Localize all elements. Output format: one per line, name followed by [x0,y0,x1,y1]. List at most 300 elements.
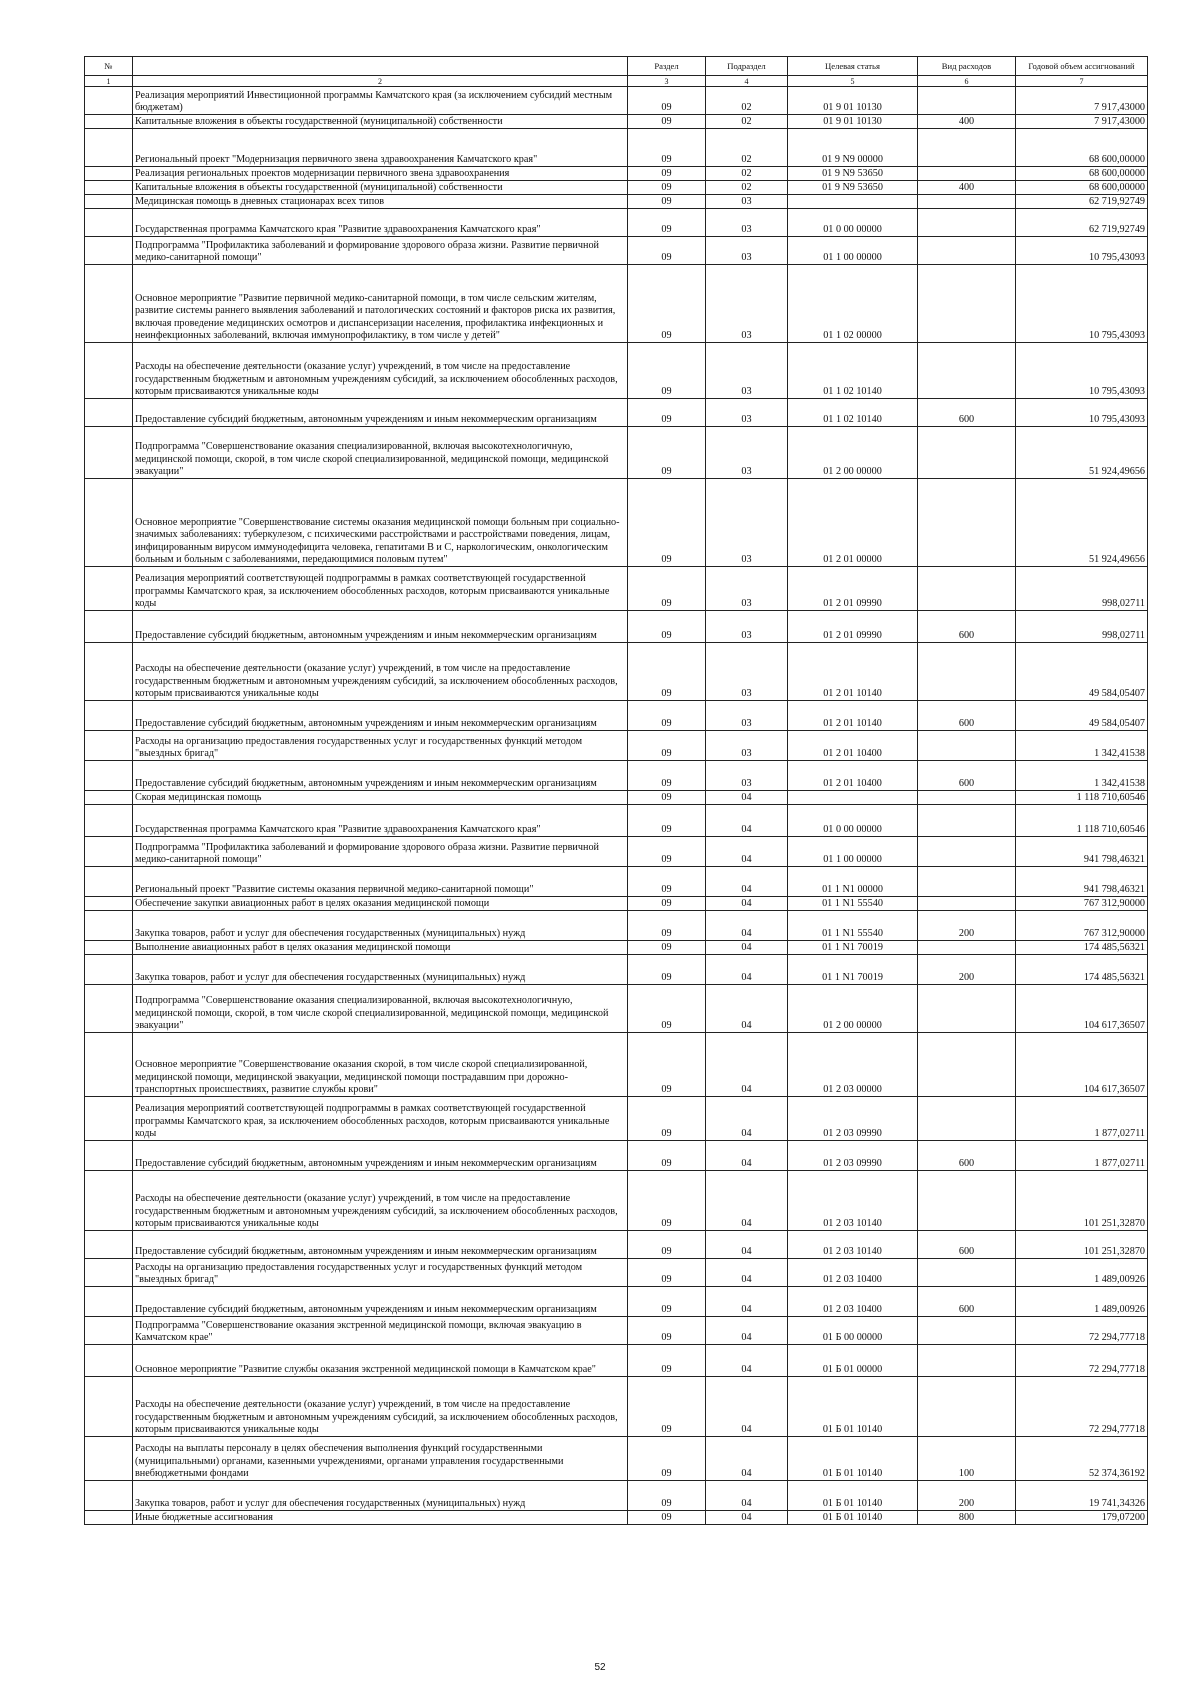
row-target-article: 01 2 01 10400 [788,731,918,761]
row-description: Предоставление субсидий бюджетным, автономным учреждениям и иным некоммерческим организациям [133,399,628,427]
row-target-article: 01 2 01 10400 [788,761,918,791]
row-expense-type [918,479,1016,567]
row-number-cell [85,1437,133,1481]
row-description: Подпрограмма "Совершенствование оказания экстренной медицинской помощи, включая эвакуацию в Камчатском крае" [133,1317,628,1345]
row-razdel: 09 [628,867,706,897]
row-razdel: 09 [628,805,706,837]
row-razdel: 09 [628,115,706,129]
row-number-cell [85,209,133,237]
row-number-cell [85,701,133,731]
row-podrazdel: 04 [706,941,788,955]
row-expense-type [918,427,1016,479]
row-target-article: 01 2 01 10140 [788,643,918,701]
row-number-cell [85,941,133,955]
row-number-cell [85,897,133,911]
header-annual-amount: Годовой объем ассигнований [1016,57,1148,76]
header-expense-type: Вид расходов [918,57,1016,76]
row-podrazdel: 04 [706,1097,788,1141]
row-podrazdel: 03 [706,567,788,611]
row-razdel: 09 [628,791,706,805]
row-amount: 174 485,56321 [1016,955,1148,985]
row-expense-type [918,265,1016,343]
row-podrazdel: 04 [706,955,788,985]
row-description: Расходы на организацию предоставления государственных услуг и государственных функций методом "выездных бригад" [133,731,628,761]
row-podrazdel: 04 [706,867,788,897]
row-description: Капитальные вложения в объекты государственной (муниципальной) собственности [133,181,628,195]
column-number-5: 5 [788,76,918,87]
row-amount: 1 877,02711 [1016,1097,1148,1141]
header-number: № [85,57,133,76]
row-number-cell [85,1287,133,1317]
row-target-article: 01 1 00 00000 [788,837,918,867]
row-amount: 49 584,05407 [1016,643,1148,701]
row-description: Предоставление субсидий бюджетным, автономным учреждениям и иным некоммерческим организациям [133,1287,628,1317]
row-amount: 1 489,00926 [1016,1259,1148,1287]
row-razdel: 09 [628,1437,706,1481]
row-description: Предоставление субсидий бюджетным, автономным учреждениям и иным некоммерческим организациям [133,701,628,731]
row-target-article: 01 9 N9 53650 [788,167,918,181]
row-number-cell [85,399,133,427]
table-row [85,567,1148,611]
row-podrazdel: 04 [706,1345,788,1377]
row-number-cell [85,1259,133,1287]
row-podrazdel: 04 [706,837,788,867]
row-razdel: 09 [628,761,706,791]
table-body [85,87,1148,1525]
row-expense-type: 200 [918,955,1016,985]
row-amount: 1 342,41538 [1016,731,1148,761]
row-amount: 19 741,34326 [1016,1481,1148,1511]
row-target-article: 01 2 01 00000 [788,479,918,567]
row-razdel: 09 [628,427,706,479]
row-amount: 62 719,92749 [1016,209,1148,237]
row-target-article: 01 1 N1 55540 [788,911,918,941]
row-amount: 51 924,49656 [1016,427,1148,479]
row-expense-type [918,129,1016,167]
row-description: Подпрограмма "Совершенствование оказания специализированной, включая высокотехнологичную, медицинской помощи, скорой, в том числе скорой специализированной, медицинской помощи, медицинской эвакуации" [133,427,628,479]
row-description: Региональный проект "Модернизация первичного звена здравоохранения Камчатского края" [133,129,628,167]
row-expense-type [918,1345,1016,1377]
table-row [85,805,1148,837]
row-amount: 101 251,32870 [1016,1171,1148,1231]
row-podrazdel: 03 [706,643,788,701]
table-row [85,265,1148,343]
row-amount: 10 795,43093 [1016,399,1148,427]
table-row [85,427,1148,479]
row-podrazdel: 03 [706,209,788,237]
row-amount: 179,07200 [1016,1511,1148,1525]
row-target-article: 01 2 03 10140 [788,1231,918,1259]
row-expense-type [918,343,1016,399]
row-description: Подпрограмма "Профилактика заболеваний и формирование здорового образа жизни. Развитие первичной медико-санитарной помощи" [133,837,628,867]
row-amount: 68 600,00000 [1016,129,1148,167]
table-row [85,1033,1148,1097]
row-razdel: 09 [628,701,706,731]
table-row [85,731,1148,761]
row-target-article: 01 Б 01 10140 [788,1377,918,1437]
row-target-article: 01 2 00 00000 [788,427,918,479]
row-description: Медицинская помощь в дневных стационарах всех типов [133,195,628,209]
row-expense-type: 600 [918,1141,1016,1171]
row-target-article: 01 1 N1 00000 [788,867,918,897]
table-row [85,87,1148,115]
row-razdel: 09 [628,731,706,761]
row-number-cell [85,731,133,761]
row-expense-type: 200 [918,911,1016,941]
row-podrazdel: 04 [706,897,788,911]
row-expense-type [918,237,1016,265]
table-row [85,1141,1148,1171]
row-expense-type: 400 [918,181,1016,195]
row-amount: 1 342,41538 [1016,761,1148,791]
table-row [85,167,1148,181]
row-razdel: 09 [628,1287,706,1317]
row-podrazdel: 04 [706,1317,788,1345]
row-razdel: 09 [628,1141,706,1171]
row-target-article: 01 9 N9 00000 [788,129,918,167]
row-expense-type [918,985,1016,1033]
row-amount: 72 294,77718 [1016,1345,1148,1377]
row-expense-type: 600 [918,761,1016,791]
row-number-cell [85,805,133,837]
row-number-cell [85,195,133,209]
table-row [85,343,1148,399]
table-row [85,399,1148,427]
table-row [85,1345,1148,1377]
row-target-article: 01 2 00 00000 [788,985,918,1033]
row-expense-type: 600 [918,1231,1016,1259]
row-razdel: 09 [628,1511,706,1525]
row-podrazdel: 04 [706,1171,788,1231]
row-target-article: 01 Б 00 00000 [788,1317,918,1345]
table-row [85,897,1148,911]
row-target-article: 01 1 02 10140 [788,399,918,427]
row-expense-type [918,941,1016,955]
row-razdel: 09 [628,479,706,567]
row-razdel: 09 [628,209,706,237]
row-amount: 998,02711 [1016,611,1148,643]
row-target-article: 01 2 03 10400 [788,1259,918,1287]
row-expense-type [918,643,1016,701]
column-number-4: 4 [706,76,788,87]
column-number-3: 3 [628,76,706,87]
row-number-cell [85,1141,133,1171]
row-razdel: 09 [628,195,706,209]
row-description: Основное мероприятие "Развитие службы оказания экстренной медицинской помощи в Камчатском крае" [133,1345,628,1377]
row-podrazdel: 04 [706,1437,788,1481]
row-razdel: 09 [628,1377,706,1437]
header-number-row [85,76,1148,87]
row-expense-type [918,1033,1016,1097]
row-amount: 941 798,46321 [1016,867,1148,897]
row-amount: 68 600,00000 [1016,167,1148,181]
row-description: Предоставление субсидий бюджетным, автономным учреждениям и иным некоммерческим организациям [133,1141,628,1171]
row-description: Реализация региональных проектов модернизации первичного звена здравоохранения [133,167,628,181]
row-number-cell [85,911,133,941]
row-description: Расходы на выплаты персоналу в целях обеспечения выполнения функций государственными (муниципальными) органами, казенными учреждениями, органами управления государственными внебюджетными фондами [133,1437,628,1481]
row-expense-type [918,1317,1016,1345]
row-razdel: 09 [628,911,706,941]
row-target-article: 01 2 03 10400 [788,1287,918,1317]
row-amount: 1 489,00926 [1016,1287,1148,1317]
row-target-article: 01 2 01 10140 [788,701,918,731]
row-description: Скорая медицинская помощь [133,791,628,805]
row-target-article: 01 Б 01 10140 [788,1481,918,1511]
row-amount: 62 719,92749 [1016,195,1148,209]
row-target-article: 01 2 03 09990 [788,1097,918,1141]
row-razdel: 09 [628,611,706,643]
row-amount: 7 917,43000 [1016,87,1148,115]
row-amount: 1 118 710,60546 [1016,791,1148,805]
row-podrazdel: 03 [706,427,788,479]
row-razdel: 09 [628,237,706,265]
row-razdel: 09 [628,1097,706,1141]
table-row [85,867,1148,897]
row-amount: 941 798,46321 [1016,837,1148,867]
column-number-1: 1 [85,76,133,87]
row-description: Государственная программа Камчатского края "Развитие здравоохранения Камчатского края" [133,805,628,837]
row-razdel: 09 [628,1231,706,1259]
row-expense-type [918,1377,1016,1437]
row-podrazdel: 03 [706,237,788,265]
row-podrazdel: 03 [706,195,788,209]
row-amount: 72 294,77718 [1016,1317,1148,1345]
table-row [85,1097,1148,1141]
row-amount: 10 795,43093 [1016,237,1148,265]
row-number-cell [85,611,133,643]
row-expense-type [918,867,1016,897]
row-expense-type: 400 [918,115,1016,129]
row-podrazdel: 03 [706,399,788,427]
row-number-cell [85,1511,133,1525]
table-row [85,1171,1148,1231]
header-row [85,57,1148,76]
row-razdel: 09 [628,1345,706,1377]
row-target-article: 01 1 N1 70019 [788,941,918,955]
row-number-cell [85,1097,133,1141]
row-amount: 68 600,00000 [1016,181,1148,195]
row-podrazdel: 04 [706,791,788,805]
table-row [85,1511,1148,1525]
row-expense-type [918,195,1016,209]
row-razdel: 09 [628,167,706,181]
row-target-article: 01 9 01 10130 [788,87,918,115]
row-amount: 72 294,77718 [1016,1377,1148,1437]
row-amount: 174 485,56321 [1016,941,1148,955]
header-target-article: Целевая статья [788,57,918,76]
row-description: Подпрограмма "Профилактика заболеваний и формирование здорового образа жизни. Развитие первичной медико-санитарной помощи" [133,237,628,265]
row-razdel: 09 [628,1259,706,1287]
row-description: Расходы на организацию предоставления государственных услуг и государственных функций методом "выездных бригад" [133,1259,628,1287]
row-target-article: 01 1 02 10140 [788,343,918,399]
table-row [85,181,1148,195]
row-description: Основное мероприятие "Совершенствование оказания скорой, в том числе скорой специализированной, медицинской помощи, медицинской эвакуации, медицинской помощи пострадавшим при дорожно-транспортных происшествиях, развитие службы крови" [133,1033,628,1097]
row-number-cell [85,985,133,1033]
table-row [85,1231,1148,1259]
row-number-cell [85,867,133,897]
row-amount: 51 924,49656 [1016,479,1148,567]
row-expense-type: 200 [918,1481,1016,1511]
column-number-7: 7 [1016,76,1148,87]
table-row [85,701,1148,731]
row-target-article: 01 2 03 10140 [788,1171,918,1231]
row-razdel: 09 [628,181,706,195]
row-podrazdel: 04 [706,1141,788,1171]
row-expense-type: 600 [918,399,1016,427]
row-description: Региональный проект "Развитие системы оказания первичной медико-санитарной помощи" [133,867,628,897]
column-number-6: 6 [918,76,1016,87]
row-target-article: 01 9 N9 53650 [788,181,918,195]
row-description: Иные бюджетные ассигнования [133,1511,628,1525]
row-podrazdel: 02 [706,115,788,129]
table-row [85,1481,1148,1511]
row-razdel: 09 [628,1317,706,1345]
row-podrazdel: 04 [706,1287,788,1317]
row-description: Закупка товаров, работ и услуг для обеспечения государственных (муниципальных) нужд [133,1481,628,1511]
row-razdel: 09 [628,567,706,611]
row-target-article: 01 9 01 10130 [788,115,918,129]
table-row [85,115,1148,129]
row-amount: 10 795,43093 [1016,265,1148,343]
row-description: Подпрограмма "Совершенствование оказания специализированной, включая высокотехнологичную, медицинской помощи, скорой, в том числе скорой специализированной, медицинской помощи, медицинской эвакуации" [133,985,628,1033]
row-amount: 767 312,90000 [1016,897,1148,911]
row-description: Расходы на обеспечение деятельности (оказание услуг) учреждений, в том числе на предоставление государственным бюджетным и автономным учреждениям субсидий, за исключением обособленных расходов, которым присваиваются уникальные коды [133,343,628,399]
row-amount: 101 251,32870 [1016,1231,1148,1259]
row-podrazdel: 04 [706,1511,788,1525]
row-expense-type [918,1259,1016,1287]
row-target-article: 01 1 N1 55540 [788,897,918,911]
row-number-cell [85,115,133,129]
row-number-cell [85,1171,133,1231]
row-expense-type: 800 [918,1511,1016,1525]
row-podrazdel: 03 [706,265,788,343]
row-number-cell [85,761,133,791]
row-expense-type [918,805,1016,837]
table-row [85,1259,1148,1287]
row-description: Предоставление субсидий бюджетным, автономным учреждениям и иным некоммерческим организациям [133,611,628,643]
row-target-article: 01 2 01 09990 [788,611,918,643]
row-razdel: 09 [628,985,706,1033]
row-number-cell [85,837,133,867]
row-description: Расходы на обеспечение деятельности (оказание услуг) учреждений, в том числе на предоставление государственным бюджетным и автономным учреждениям субсидий, за исключением обособленных расходов, которым присваиваются уникальные коды [133,643,628,701]
row-expense-type [918,731,1016,761]
row-description: Основное мероприятие "Развитие первичной медико-санитарной помощи, в том числе сельским жителям, развитие системы раннего выявления заболеваний и патологических состояний и факторов риска их развития, включая проведение медицинских осмотров и диспансеризации населения, профилактика инфекционных и неинфекционных заболеваний, включая иммунопрофилактику, в том числе у детей" [133,265,628,343]
row-description: Реализация мероприятий Инвестиционной программы Камчатского края (за исключением субсидий местным бюджетам) [133,87,628,115]
row-number-cell [85,1345,133,1377]
row-description: Государственная программа Камчатского края "Развитие здравоохранения Камчатского края" [133,209,628,237]
row-podrazdel: 03 [706,761,788,791]
row-podrazdel: 04 [706,1377,788,1437]
row-amount: 49 584,05407 [1016,701,1148,731]
row-expense-type [918,567,1016,611]
row-podrazdel: 02 [706,167,788,181]
row-target-article [788,195,918,209]
row-number-cell [85,265,133,343]
table-row [85,911,1148,941]
row-amount: 52 374,36192 [1016,1437,1148,1481]
table-row [85,195,1148,209]
row-description: Капитальные вложения в объекты государственной (муниципальной) собственности [133,115,628,129]
row-target-article: 01 2 03 09990 [788,1141,918,1171]
row-podrazdel: 04 [706,1259,788,1287]
row-target-article: 01 1 N1 70019 [788,955,918,985]
row-description: Закупка товаров, работ и услуг для обеспечения государственных (муниципальных) нужд [133,911,628,941]
row-target-article: 01 Б 01 00000 [788,1345,918,1377]
row-podrazdel: 04 [706,1231,788,1259]
row-podrazdel: 04 [706,1033,788,1097]
table-row [85,129,1148,167]
row-amount: 10 795,43093 [1016,343,1148,399]
row-target-article: 01 0 00 00000 [788,209,918,237]
row-podrazdel: 03 [706,701,788,731]
header-description [133,57,628,76]
row-razdel: 09 [628,87,706,115]
row-razdel: 09 [628,1033,706,1097]
row-podrazdel: 04 [706,1481,788,1511]
table-row [85,791,1148,805]
row-amount: 767 312,90000 [1016,911,1148,941]
budget-table [84,56,1148,1525]
table-row [85,1437,1148,1481]
row-podrazdel: 02 [706,181,788,195]
row-razdel: 09 [628,265,706,343]
row-razdel: 09 [628,1171,706,1231]
row-target-article: 01 Б 01 10140 [788,1511,918,1525]
row-number-cell [85,1481,133,1511]
row-expense-type [918,167,1016,181]
row-razdel: 09 [628,941,706,955]
row-amount: 1 118 710,60546 [1016,805,1148,837]
table-row [85,941,1148,955]
row-description: Расходы на обеспечение деятельности (оказание услуг) учреждений, в том числе на предоставление государственным бюджетным и автономным учреждениям субсидий, за исключением обособленных расходов, которым присваиваются уникальные коды [133,1171,628,1231]
row-description: Предоставление субсидий бюджетным, автономным учреждениям и иным некоммерческим организациям [133,1231,628,1259]
row-number-cell [85,643,133,701]
budget-table-sheet [84,56,1147,1525]
row-amount: 1 877,02711 [1016,1141,1148,1171]
row-target-article: 01 1 00 00000 [788,237,918,265]
row-number-cell [85,129,133,167]
row-podrazdel: 03 [706,479,788,567]
row-number-cell [85,237,133,265]
row-expense-type: 100 [918,1437,1016,1481]
table-row [85,643,1148,701]
row-target-article: 01 0 00 00000 [788,805,918,837]
row-number-cell [85,1317,133,1345]
row-number-cell [85,1231,133,1259]
row-number-cell [85,167,133,181]
header-razdel: Раздел [628,57,706,76]
row-podrazdel: 04 [706,985,788,1033]
row-description: Реализация мероприятий соответствующей подпрограммы в рамках соответствующей государственной программы Камчатского края, за исключением обособленных расходов, которым присваиваются уникальные коды [133,1097,628,1141]
row-expense-type [918,897,1016,911]
row-description: Закупка товаров, работ и услуг для обеспечения государственных (муниципальных) нужд [133,955,628,985]
row-expense-type [918,791,1016,805]
row-description: Предоставление субсидий бюджетным, автономным учреждениям и иным некоммерческим организациям [133,761,628,791]
table-row [85,611,1148,643]
row-description: Расходы на обеспечение деятельности (оказание услуг) учреждений, в том числе на предоставление государственным бюджетным и автономным учреждениям субсидий, за исключением обособленных расходов, которым присваиваются уникальные коды [133,1377,628,1437]
row-razdel: 09 [628,643,706,701]
row-expense-type [918,837,1016,867]
row-number-cell [85,181,133,195]
row-description: Выполнение авиационных работ в целях оказания медицинской помощи [133,941,628,955]
row-podrazdel: 04 [706,805,788,837]
row-amount: 104 617,36507 [1016,985,1148,1033]
row-podrazdel: 03 [706,731,788,761]
row-number-cell [85,791,133,805]
row-amount: 104 617,36507 [1016,1033,1148,1097]
row-number-cell [85,427,133,479]
table-row [85,985,1148,1033]
